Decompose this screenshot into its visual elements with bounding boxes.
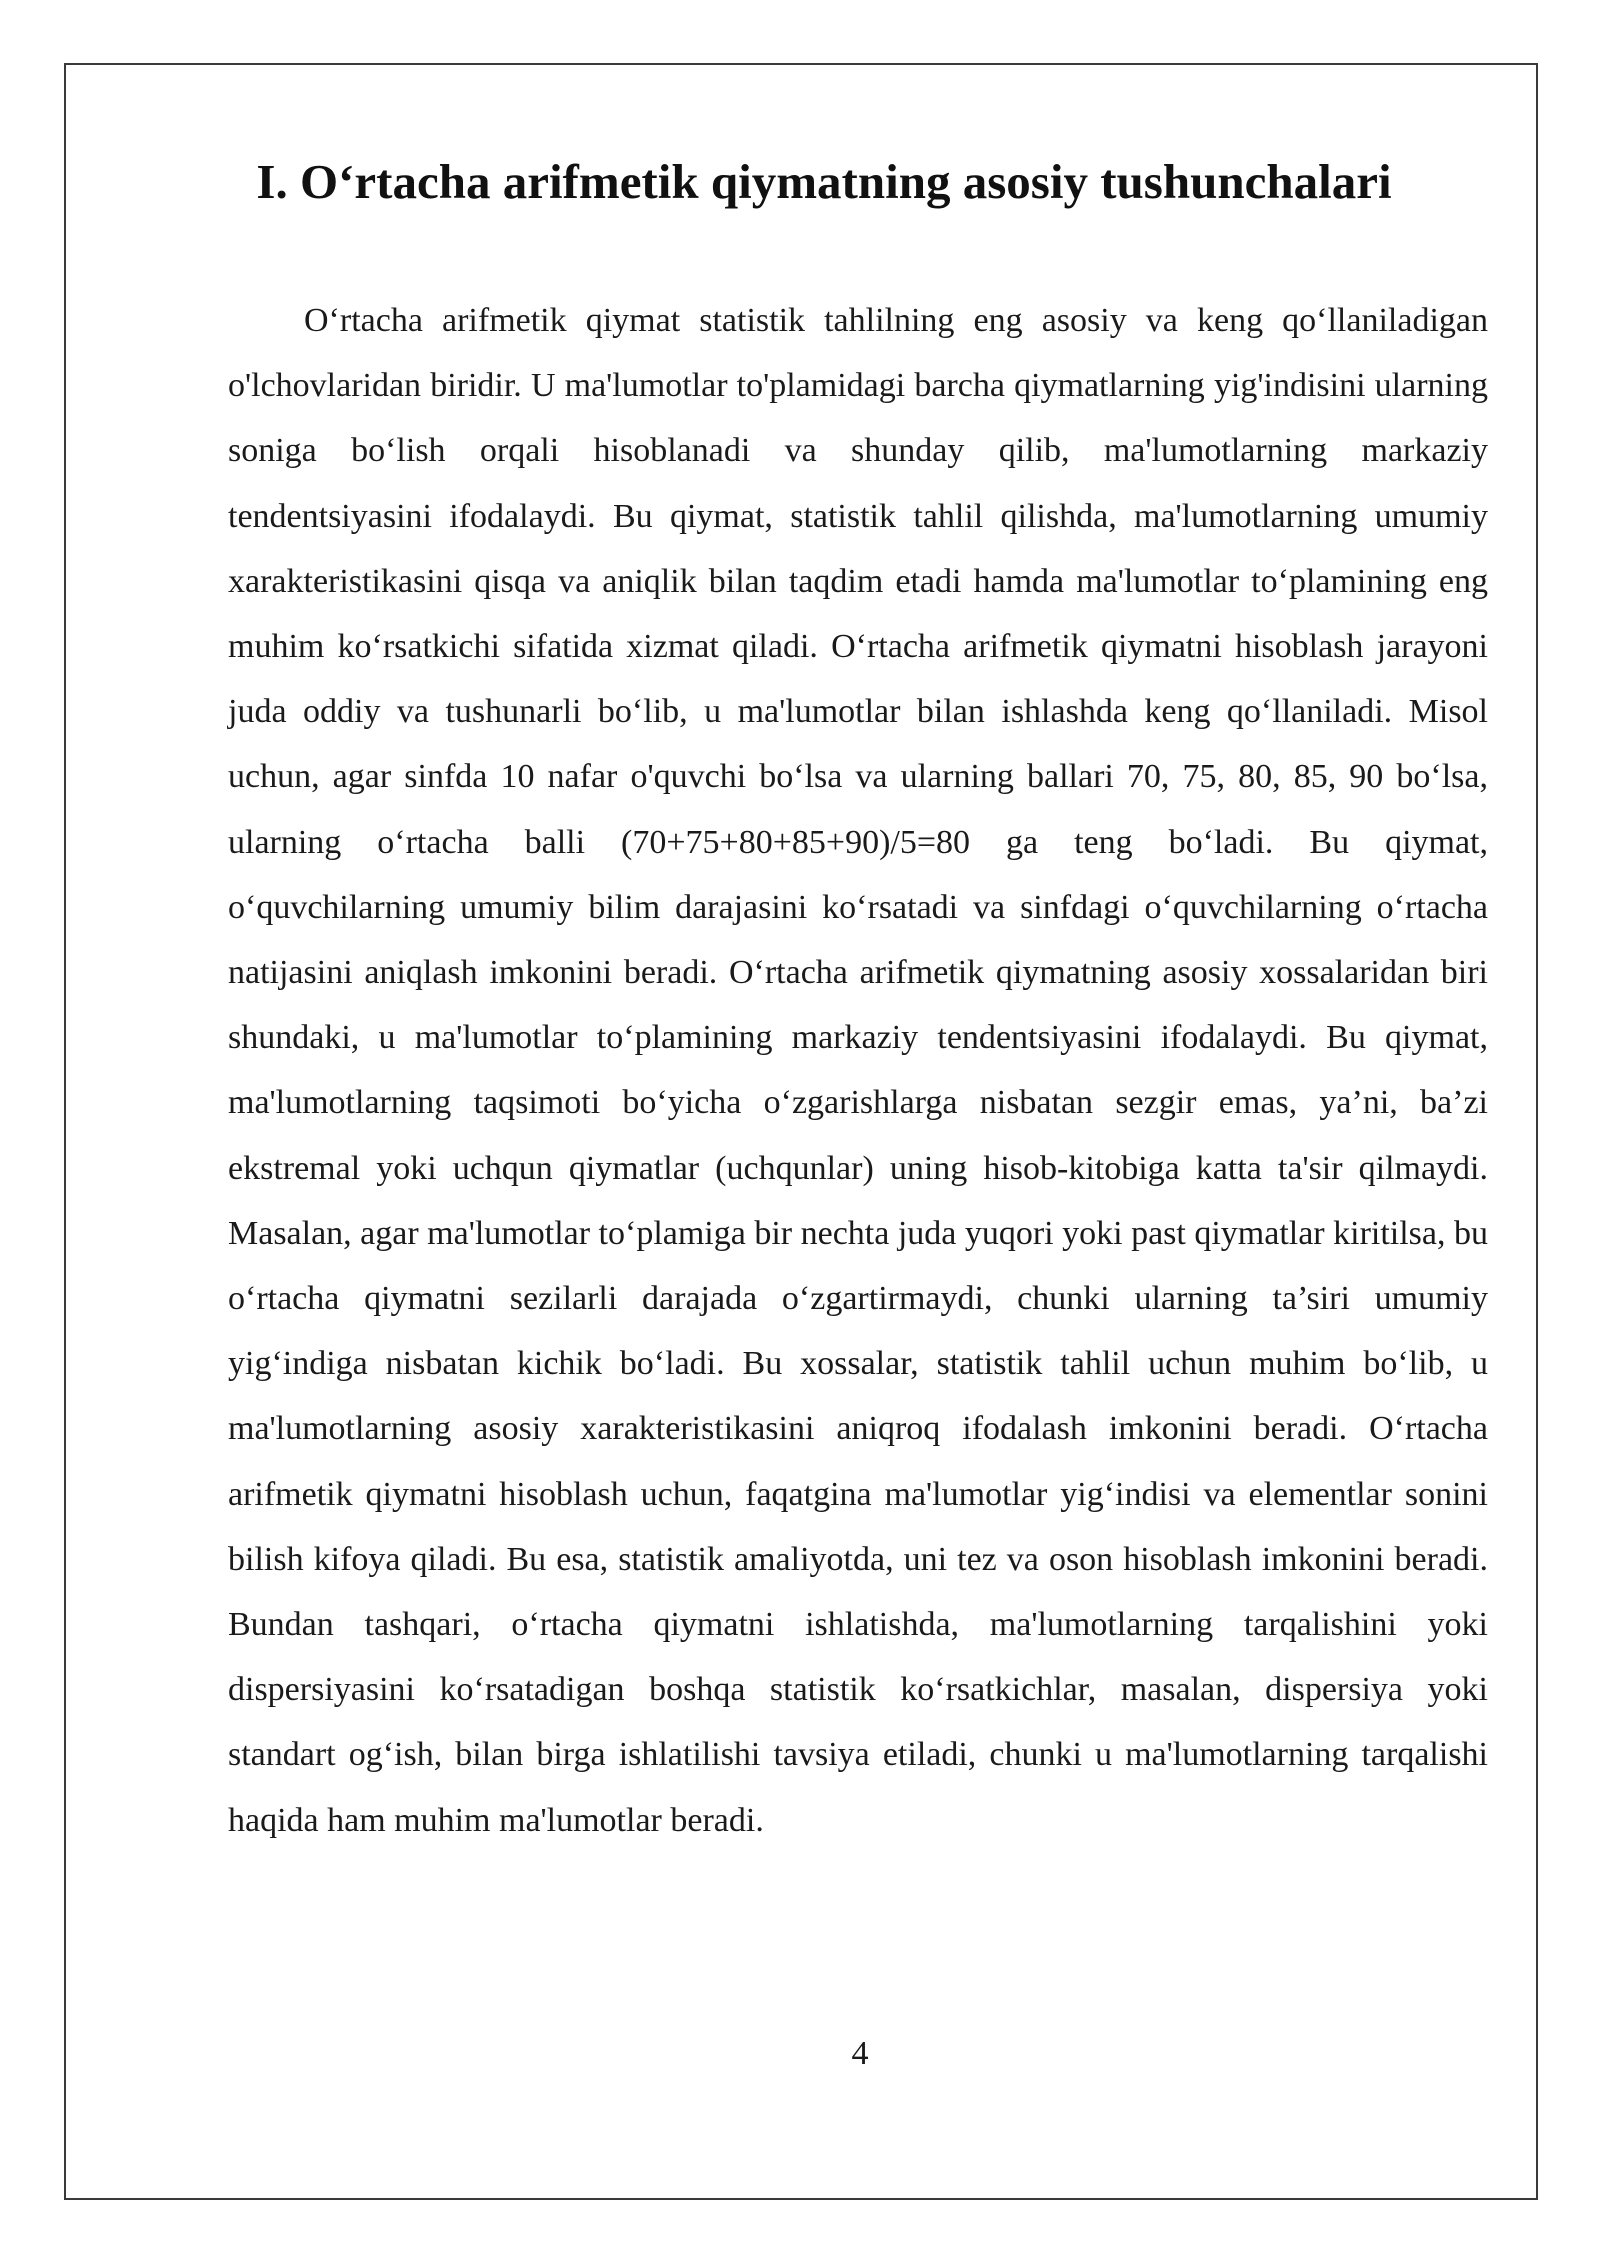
body-paragraph: O‘rtacha arifmetik qiymat statistik tahlilning eng asosiy va keng qo‘llaniladigan o'lchovlaridan biridir. U ma'lumotlar to'plamidagi barcha qiymatlarning yig'indisini ularning soniga bo‘lish orqali hisoblanadi va shunday qilib, ma'lumotlarning markaziy tendentsiyasini ifodalaydi. Bu qiymat, statistik tahlil qilishda, ma'lumotlarning umumiy xarakteristikasini qisqa va aniqlik bilan taqdim etadi hamda ma'lumotlar to‘plamining eng muhim ko‘rsatkichi sifatida xizmat qiladi. O‘rtacha arifmetik qiymatni hisoblash jarayoni juda oddiy va tushunarli bo‘lib, u ma'lumotlar bilan ishlashda keng qo‘llaniladi. Misol uchun, agar sinfda 10 nafar o'quvchi bo‘lsa va ularning ballari 70, 75, 80, 85, 90 bo‘lsa, ularning o‘rtacha balli (70+75+80+85+90)/5=80 ga teng bo‘ladi. Bu qiymat, o‘quvchilarning umumiy bilim darajasini ko‘rsatadi va sinfdagi o‘quvchilarning o‘rtacha natijasini aniqlash imkonini beradi. O‘rtacha arifmetik qiymatning asosiy xossalaridan biri shundaki, u ma'lumotlar to‘plamining markaziy tendentsiyasini ifodalaydi. Bu qiymat, ma'lumotlarning taqsimoti bo‘yicha o‘zgarishlarga nisbatan sezgir emas, ya’ni, ba’zi ekstremal yoki uchqun qiymatlar (uchqunlar) uning hisob-kitobiga katta ta'sir qilmaydi. Masalan, agar ma'lumotlar to‘plamiga bir nechta juda yuqori yoki past qiymatlar kiritilsa, bu o‘rtacha qiymatni sezilarli darajada o‘zgartirmaydi, chunki ularning ta’siri umumiy yig‘indiga nisbatan kichik bo‘ladi. Bu xossalar, statistik tahlil uchun muhim bo‘lib, u ma'lumotlarning asosiy xarakteristikasini aniqroq ifodalash imkonini beradi. O‘rtacha arifmetik qiymatni hisoblash uchun, faqatgina ma'lumotlar yig‘indisi va elementlar sonini bilish kifoya qiladi. Bu esa, statistik amaliyotda, uni tez va oson hisoblash imkonini beradi. Bundan tashqari, o‘rtacha qiymatni ishlatishda, ma'lumotlarning tarqalishini yoki dispersiyasini ko‘rsatadigan boshqa statistik ko‘rsatkichlar, masalan, dispersiya yoki standart og‘ish, bilan birga ishlatilishi tavsiya etiladi, chunki u ma'lumotlarning tarqalishi haqida ham muhim ma'lumotlar beradi. [228, 302, 1489, 1839]
page-number: 4 [851, 2035, 869, 2072]
section-title: I. O‘rtacha arifmetik qiymatning asosiy tushunchalari [256, 154, 1392, 209]
